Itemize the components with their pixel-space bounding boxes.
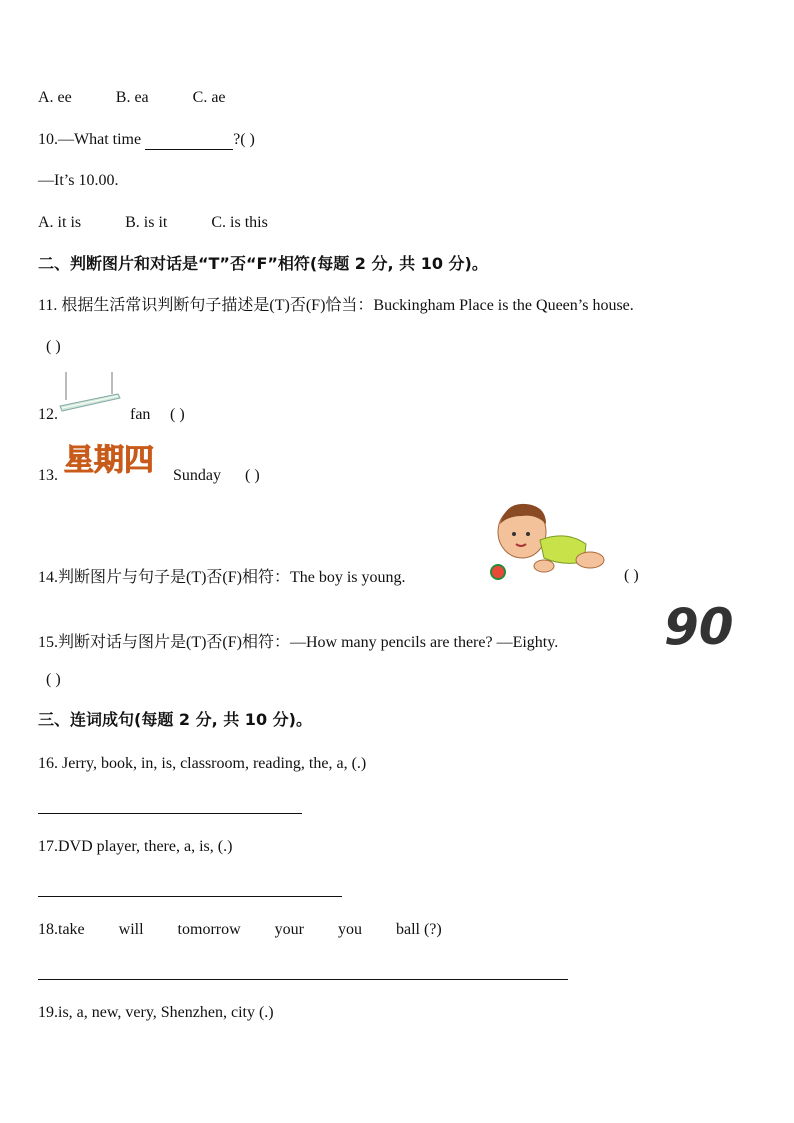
q18-word-3: tomorrow <box>177 921 241 938</box>
q18-word-6: ball (?) <box>395 921 442 938</box>
q12-word: fan <box>130 406 151 423</box>
q16-text: 16. Jerry, book, in, is, classroom, reading, the, a, (.) <box>38 755 367 772</box>
q9-option-b: B. ea <box>115 89 149 106</box>
q18-number: 18. <box>38 921 58 938</box>
section3-heading: 三、连词成句(每题 2 分, 共 10 分)。 <box>38 710 312 729</box>
q13-word: Sunday <box>173 467 221 484</box>
q10-prompt: 10.—What time <box>38 131 142 148</box>
q10-question <box>38 130 255 150</box>
q9-option-a: A. ee <box>38 89 72 106</box>
q15-text: 15.判断对话与图片是(T)否(F)相符：—How many pencils are there? —Eighty. <box>38 634 559 651</box>
q18-words <box>38 920 442 940</box>
q19-text: 19.is, a, new, very, Shenzhen, city (.) <box>38 1004 274 1021</box>
q10-reply: —It’s 10.00. <box>38 172 119 189</box>
number-90-image <box>664 600 736 652</box>
q10-option-c: C. is this <box>211 214 268 231</box>
q16-answer-line[interactable] <box>38 813 302 814</box>
q14-answer-paren[interactable]: ( ) <box>624 567 639 584</box>
baby-image <box>486 500 610 584</box>
q13-number: 13. <box>38 467 58 484</box>
q18-word-1: take <box>58 921 85 938</box>
section2-heading: 二、判断图片和对话是“T”否“F”相符(每题 2 分, 共 10 分)。 <box>38 254 488 273</box>
q9-option-c: C. ae <box>192 89 226 106</box>
q11-answer-paren[interactable]: ( ) <box>46 338 61 355</box>
q18-word-2: will <box>118 921 144 938</box>
q9-options <box>38 88 226 108</box>
q17-text: 17.DVD player, there, a, is, (.) <box>38 838 233 855</box>
q10-option-b: B. is it <box>125 214 168 231</box>
q13-answer-paren[interactable]: ( ) <box>245 467 260 484</box>
q10-options <box>38 213 268 233</box>
q18-word-5: you <box>337 921 362 938</box>
q10-answer-blank[interactable] <box>145 131 233 150</box>
q10-suffix: ?( ) <box>233 131 255 148</box>
q14-text: 14.判断图片与句子是(T)否(F)相符：The boy is young. <box>38 569 406 586</box>
q18-answer-line[interactable] <box>38 979 568 980</box>
thursday-image <box>62 436 166 480</box>
fan-image <box>58 370 122 416</box>
q12-answer-paren[interactable]: ( ) <box>170 406 185 423</box>
number-90-text: 90 <box>664 600 734 652</box>
q18-word-4: your <box>274 921 304 938</box>
q12-number: 12. <box>38 406 58 423</box>
q11-text: 11. 根据生活常识判断句子描述是(T)否(F)恰当：Buckingham Place is the Queen’s house. <box>38 297 634 314</box>
q10-option-a: A. it is <box>38 214 82 231</box>
q17-answer-line[interactable] <box>38 896 342 897</box>
thursday-image-text: 星期四 <box>64 443 154 478</box>
q15-answer-paren[interactable]: ( ) <box>46 671 61 688</box>
